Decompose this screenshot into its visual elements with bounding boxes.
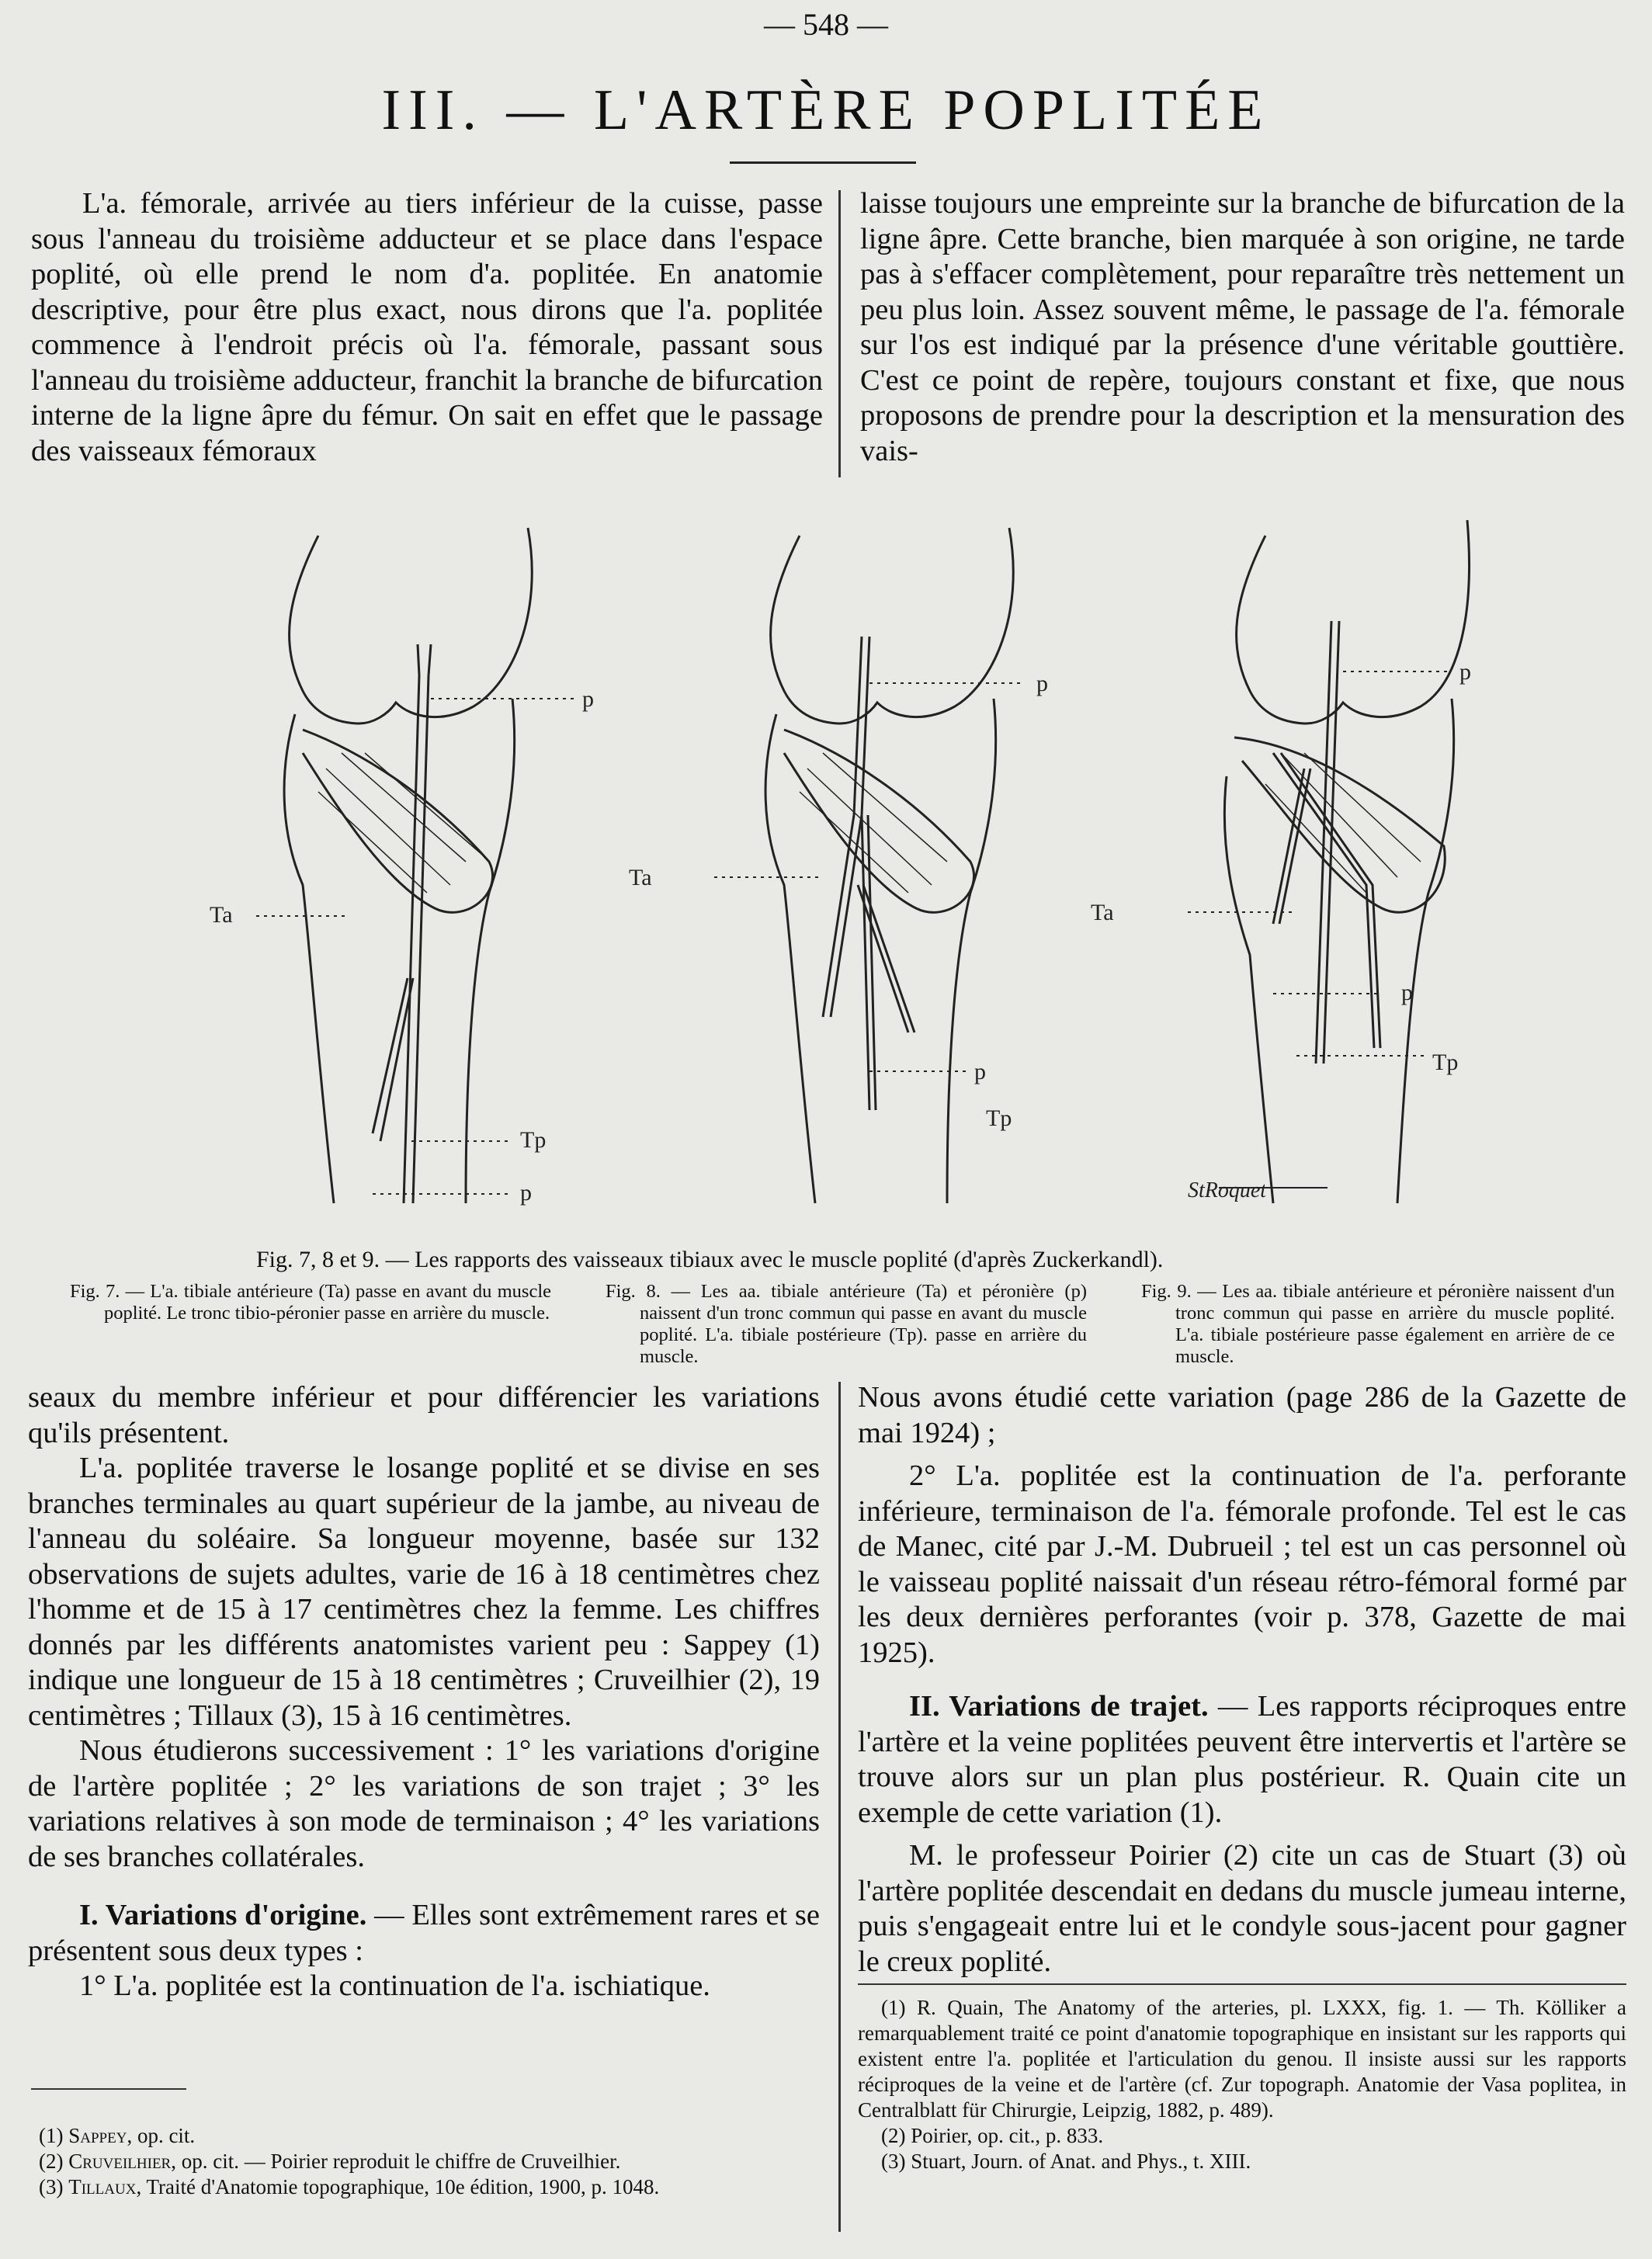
left-para-5: 1° L'a. poplitée est la continuation de l'a. ischiatique. — [79, 1969, 710, 2002]
fig8-label-tp: Tp — [986, 1105, 1012, 1131]
section-heading-origine: I. Variations d'origine. — [79, 1899, 367, 1931]
right-para-4: M. le professeur Poirier (2) cite un cas de Stuart (3) où l'artère poplitée descendait en dedans du muscle jumeau interne, puis s'engageait entre lui et le condyle sous-jacent pour gagner le creux poplité. — [858, 1839, 1626, 1978]
fig9-label-p2: p — [1401, 980, 1413, 1005]
figure-9-caption-text: Fig. 9. — Les aa. tibiale antérieure et péronière naissent d'un tronc commun qui passe en arrière du muscle poplité. L'a. tibiale postérieure passe également en arrière de ce muscle. — [1141, 1281, 1615, 1367]
left-footnote-3-author: Tillaux — [68, 2175, 137, 2198]
footnote-separator-right — [858, 1983, 1626, 1985]
intro-right-column — [860, 186, 1625, 469]
title-rule — [730, 161, 916, 164]
fig9-label-p: p — [1459, 659, 1471, 685]
figure-7-drawing — [256, 528, 574, 1203]
left-footnotes — [39, 2123, 823, 2200]
page-number: — 548 — — [764, 7, 888, 42]
left-footnote-1: (1) Sappey, op. cit. — [39, 2124, 196, 2147]
lower-left-column — [28, 1380, 820, 2004]
figure-8-drawing — [714, 528, 1025, 1203]
left-footnote-3: (3) Tillaux, Traité d'Anatomie topographique, 10e édition, 1900, p. 1048. — [39, 2175, 660, 2198]
lower-right-column — [858, 1380, 1626, 1980]
left-footnote-2-text: , op. cit. — Poirier reproduit le chiffre de Cruveilhier. — [171, 2150, 621, 2173]
knee-figures — [210, 520, 1491, 1234]
fig8-label-p: p — [1036, 671, 1048, 696]
figure-9-caption — [1141, 1281, 1615, 1368]
left-para-2: L'a. poplitée traverse le losange poplité et se divise en ses branches terminales au quart supérieur de la jambe, au niveau de l'anneau du soléaire. Sa longueur moyenne, basée sur 132 observations de sujets adultes, varie de 16 à 18 centimètres chez l'homme et de 15 à 17 centimètres chez la femme. Les chiffres donnés par les différents anatomistes varient peu : Sappey (1) indique une longueur de 15 à 18 centimètres ; Cruveilhier (2), 19 centimètres ; Tillaux (3), 15 à 16 centimètres. — [28, 1452, 820, 1732]
fig7-label-ta: Ta — [210, 902, 233, 928]
fig8-label-ta: Ta — [629, 865, 652, 890]
figure-7-caption — [70, 1281, 551, 1324]
left-para-1: seaux du membre inférieur et pour différencier les variations qu'ils présentent. — [28, 1381, 820, 1449]
left-footnote-2-author: Cruveilhier — [68, 2150, 172, 2173]
figure-9-drawing — [1188, 520, 1470, 1203]
right-footnotes — [858, 1995, 1626, 2174]
right-para-1: Nous avons étudié cette variation (page 286 de la Gazette de mai 1924) ; — [858, 1381, 1626, 1449]
fig9-label-tp: Tp — [1432, 1050, 1459, 1075]
fig9-label-ta: Ta — [1091, 900, 1114, 925]
column-divider-bottom — [838, 1382, 841, 2232]
right-para-2: 2° L'a. poplitée est la continuation de l'a. perforante inférieure, terminaison de l'a. fémorale profonde. Tel est le cas de Manec, cité par J.-M. Dubrueil ; tel est un cas personnel où le vaisseau poplité naissait d'un réseau rétro-fémoral formé par les deux dernières perforantes (voir p. 378, Gazette de mai 1925). — [858, 1459, 1626, 1669]
illustrator-signature: StRoquet — [1188, 1178, 1267, 1202]
right-footnote-1: (1) R. Quain, The Anatomy of the arteries, pl. LXXX, fig. 1. — Th. Kölliker a remarquablement traité ce point d'anatomie topographique en insistant sur les rapports qui existent entre l'a. poplitée et l'articulation du genou. Il insiste aussi sur les rapports réciproques de la veine et de l'artère (cf. Zur topograph. Anatomie der Vasa poplitea, in Centralblatt für Chirurgie, Leipzig, 1882, p. 489). — [858, 1996, 1626, 2122]
fig7-label-p2: p — [520, 1180, 532, 1206]
figure-caption-main: Fig. 7, 8 et 9. — Les rapports des vaisseaux tibiaux avec le muscle poplité (d'après Zuckerkandl). — [256, 1247, 1164, 1272]
left-para-3: Nous étudierons successivement : 1° les variations d'origine de l'artère poplitée ; 2° les variations de son trajet ; 3° les variations relatives à son mode de terminaison ; 4° les variations de ses branches collatérales. — [28, 1734, 820, 1873]
right-footnote-2: (2) Poirier, op. cit., p. 833. — [881, 2124, 1104, 2147]
right-para-3 — [858, 1689, 1626, 1830]
right-footnote-3: (3) Stuart, Journ. of Anat. and Phys., t. XIII. — [881, 2150, 1251, 2173]
column-divider-top — [838, 190, 841, 477]
page-title: III. — L'ARTÈRE POPLITÉE — [381, 78, 1271, 142]
fig7-label-p: p — [582, 686, 594, 712]
left-para-4 — [28, 1898, 820, 1969]
left-para-4-text: — Elles sont extrêmement rares et se présentent sous deux types : — [28, 1899, 820, 1967]
figure-7-caption-text: Fig. 7. — L'a. tibiale antérieure (Ta) passe en avant du muscle poplité. Le tronc tibio-péronier passe en arrière du muscle. — [70, 1281, 551, 1324]
figure-8-caption — [606, 1281, 1087, 1368]
fig8-label-p2: p — [974, 1059, 986, 1084]
footnote-separator-left — [31, 2088, 186, 2090]
section-heading-trajet: II. Variations de trajet. — [909, 1690, 1209, 1723]
intro-right-text: laisse toujours une empreinte sur la branche de bifurcation de la ligne âpre. Cette branche, bien marquée à son origine, ne tarde pas à s'effacer complètement, pour reparaître très nettement un peu plus loin. Assez souvent même, le passage de l'a. fémorale sur l'os est indiqué par la présence d'une véritable gouttière. C'est ce point de repère, toujours constant et fixe, que nous proposons de prendre pour la description et la mensuration des vais- — [860, 187, 1625, 467]
left-footnote-1-author: Sappey — [68, 2124, 127, 2147]
right-para-3-text: — Les rapports réciproques entre l'artère et la veine poplitées peuvent être intervertis et l'artère se trouve alors sur un plan plus postérieur. R. Quain cite un exemple de cette variation (1). — [858, 1690, 1627, 1829]
left-footnote-3-text: , Traité d'Anatomie topographique, 10e édition, 1900, p. 1048. — [136, 2175, 660, 2198]
left-footnote-1-text: , op. cit. — [127, 2124, 196, 2147]
figure-8-caption-text: Fig. 8. — Les aa. tibiale antérieure (Ta) et péronière (p) naissent d'un tronc commun qui passe en avant du muscle poplité. L'a. tibiale postérieure (Tp). passe en arrière du muscle. — [606, 1281, 1087, 1367]
intro-left-text: L'a. fémorale, arrivée au tiers inférieur de la cuisse, passe sous l'anneau du troisième adducteur et se place dans l'espace poplité, où elle prend le nom d'a. poplitée. En anatomie descriptive, pour être plus exact, nous dirons que l'a. poplitée commence à l'endroit précis où l'a. fémorale, passant sous l'anneau du troisième adducteur, franchit la branche de bifurcation interne de la ligne âpre du fémur. On sait en effet que le passage des vaisseaux fémoraux — [31, 187, 823, 467]
fig7-label-tp: Tp — [520, 1127, 547, 1153]
intro-left-column — [31, 186, 823, 469]
left-footnote-2: (2) Cruveilhier, op. cit. — Poirier reproduit le chiffre de Cruveilhier. — [39, 2150, 621, 2173]
